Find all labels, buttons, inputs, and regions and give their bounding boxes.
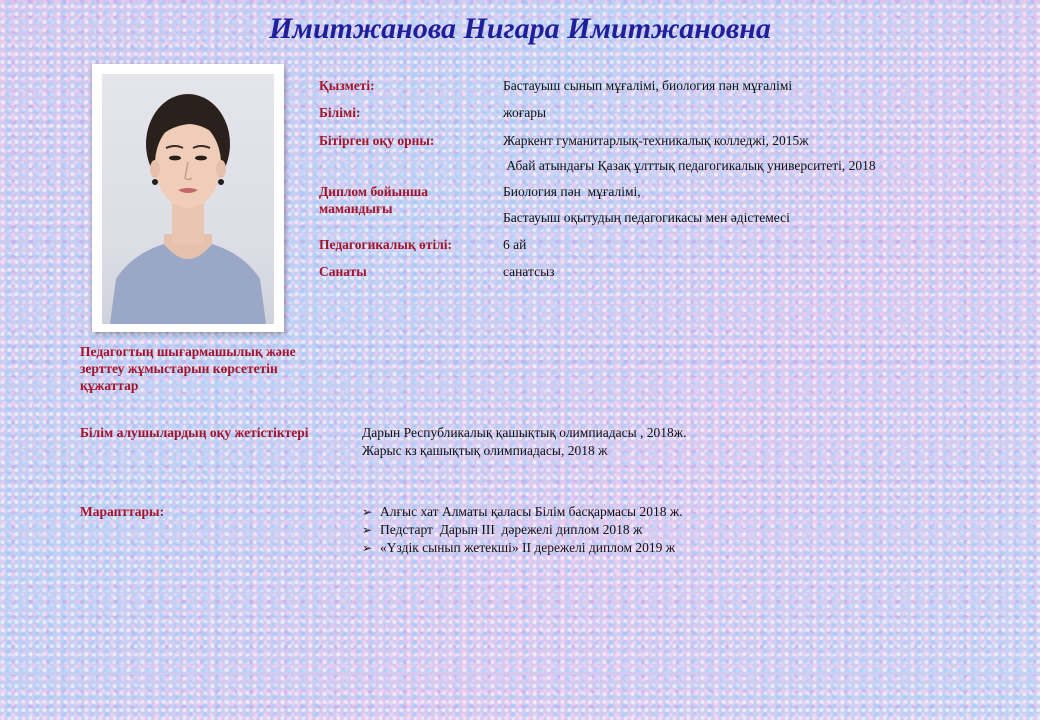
- awards-label: Марапттары:: [80, 504, 165, 519]
- arrow-bullet-icon: ➢: [362, 541, 373, 555]
- award-item: [362, 521, 683, 539]
- specialty-value-2: Бастауыш оқытудың педагогикасы мен әдістемесі: [503, 210, 790, 225]
- arrow-bullet-icon: ➢: [362, 523, 373, 537]
- experience-value: 6 ай: [503, 237, 527, 252]
- portrait-photo-frame: [92, 64, 284, 332]
- award-item: [362, 503, 683, 521]
- achievements-line-1: Дарын Республикалық қашықтық олимпиадасы , 2018ж.: [362, 425, 687, 440]
- position-value: Бастауыш сынып мұғалімі, биология пән мұғалімі: [503, 78, 793, 93]
- education-value: жоғары: [503, 105, 547, 120]
- award-text: Алғыс хат Алматы қаласы Білім басқармасы 2018 ж.: [380, 504, 683, 519]
- specialty-label: Диплом бойынша мамандығы: [319, 184, 429, 216]
- achievements-label: Білім алушылардың оқу жетістіктері: [80, 425, 309, 440]
- awards-list: [362, 503, 683, 557]
- portrait-image: [102, 74, 274, 324]
- experience-label: Педагогикалық өтілі:: [319, 237, 453, 252]
- position-label: Қызметі:: [319, 78, 375, 93]
- arrow-bullet-icon: ➢: [362, 505, 373, 519]
- award-text: Педстарт Дарын ІІІ дәрежелі диплом 2018 ж: [380, 522, 643, 537]
- award-text: «Үздік сынып жетекші» ІІ дережелі диплом 2019 ж: [380, 540, 676, 555]
- graduated-value-2: Абай атындағы Қазақ ұлттық педагогикалық университеті, 2018: [503, 158, 876, 173]
- graduated-value-1: Жаркент гуманитарлық-техникалық колледжі, 2015ж: [503, 133, 809, 148]
- achievements-line-2: Жарыс кз қашықтық олимпиадасы, 2018 ж: [362, 443, 608, 458]
- category-label: Санаты: [319, 264, 367, 279]
- graduated-label: Бітірген оқу орны:: [319, 133, 435, 148]
- category-value: санатсыз: [503, 264, 555, 279]
- portrait-photo: [102, 74, 274, 324]
- specialty-value-1: Биология пән мұғалімі,: [503, 184, 641, 199]
- education-label: Білімі:: [319, 105, 361, 120]
- award-item: [362, 539, 683, 557]
- creative-works-label: Педагогтың шығармашылық және зерттеу жұмыстарын көрсететін құжаттар: [80, 344, 296, 393]
- page-title: Имитжанова Нигара Имитжановна: [269, 12, 771, 45]
